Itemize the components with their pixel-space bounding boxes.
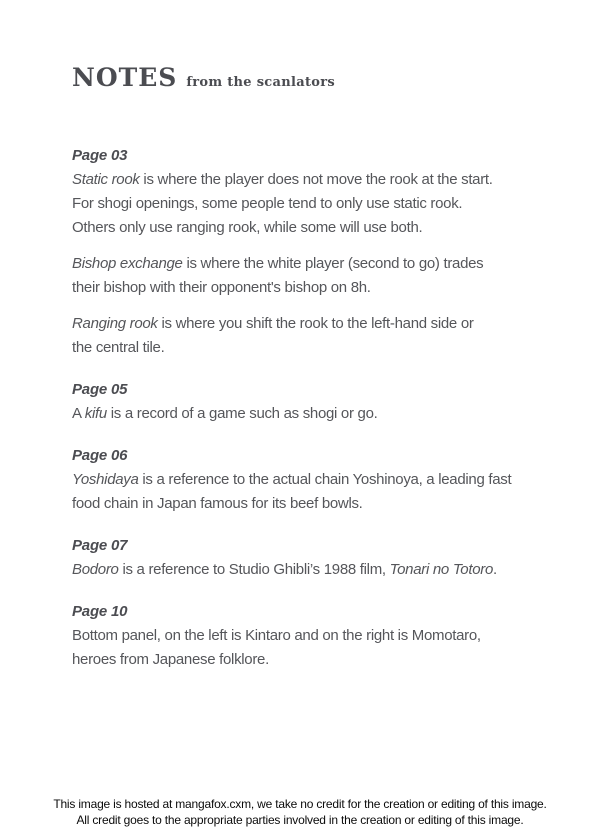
page-heading: Page 03 (72, 147, 128, 164)
note-line: Ranging rook is where you shift the rook to the left-hand side or (72, 315, 474, 332)
note-paragraph (72, 468, 542, 516)
note-line: Static rook is where the player does not move the rook at the start. (72, 171, 493, 188)
title-notes: NOTES (72, 63, 178, 92)
page-heading: Page 10 (72, 603, 128, 620)
note-line: the central tile. (72, 339, 165, 356)
note-section (72, 444, 542, 516)
page-heading: Page 05 (72, 381, 128, 398)
note-section (72, 534, 542, 582)
title-subtitle: from the scanlators (186, 75, 336, 90)
note-paragraph (72, 312, 542, 360)
page-title (72, 64, 542, 92)
note-line: Bodoro is a reference to Studio Ghibli’s 1988 film, Tonari no Totoro. (72, 561, 497, 578)
page-heading: Page 06 (72, 447, 128, 464)
note-line: Bottom panel, on the left is Kintaro and on the right is Momotaro, (72, 627, 481, 644)
note-line: their bishop with their opponent's bishop on 8h. (72, 279, 371, 296)
note-section (72, 378, 542, 426)
note-section (72, 600, 542, 672)
hosting-disclaimer (0, 796, 600, 828)
note-line: Bishop exchange is where the white player (second to go) trades (72, 255, 484, 272)
note-line: heroes from Japanese folklore. (72, 651, 269, 668)
notes-content (72, 64, 542, 672)
note-line: Others only use ranging rook, while some will use both. (72, 219, 423, 236)
note-line: For shogi openings, some people tend to only use static rook. (72, 195, 463, 212)
note-paragraph (72, 558, 542, 582)
notes-sections (72, 144, 542, 672)
page-heading: Page 07 (72, 537, 128, 554)
note-paragraph (72, 168, 542, 240)
note-paragraph (72, 252, 542, 300)
note-line: food chain in Japan famous for its beef bowls. (72, 495, 363, 512)
note-line: A kifu is a record of a game such as shogi or go. (72, 405, 378, 422)
note-section (72, 144, 542, 360)
note-paragraph (72, 402, 542, 426)
disclaimer-line-1: This image is hosted at mangafox.cxm, we take no credit for the creation or editing of this image. (53, 797, 547, 811)
disclaimer-line-2: All credit goes to the appropriate parties involved in the creation or editing of this image. (76, 813, 524, 827)
note-line: Yoshidaya is a reference to the actual chain Yoshinoya, a leading fast (72, 471, 512, 488)
note-paragraph (72, 624, 542, 672)
